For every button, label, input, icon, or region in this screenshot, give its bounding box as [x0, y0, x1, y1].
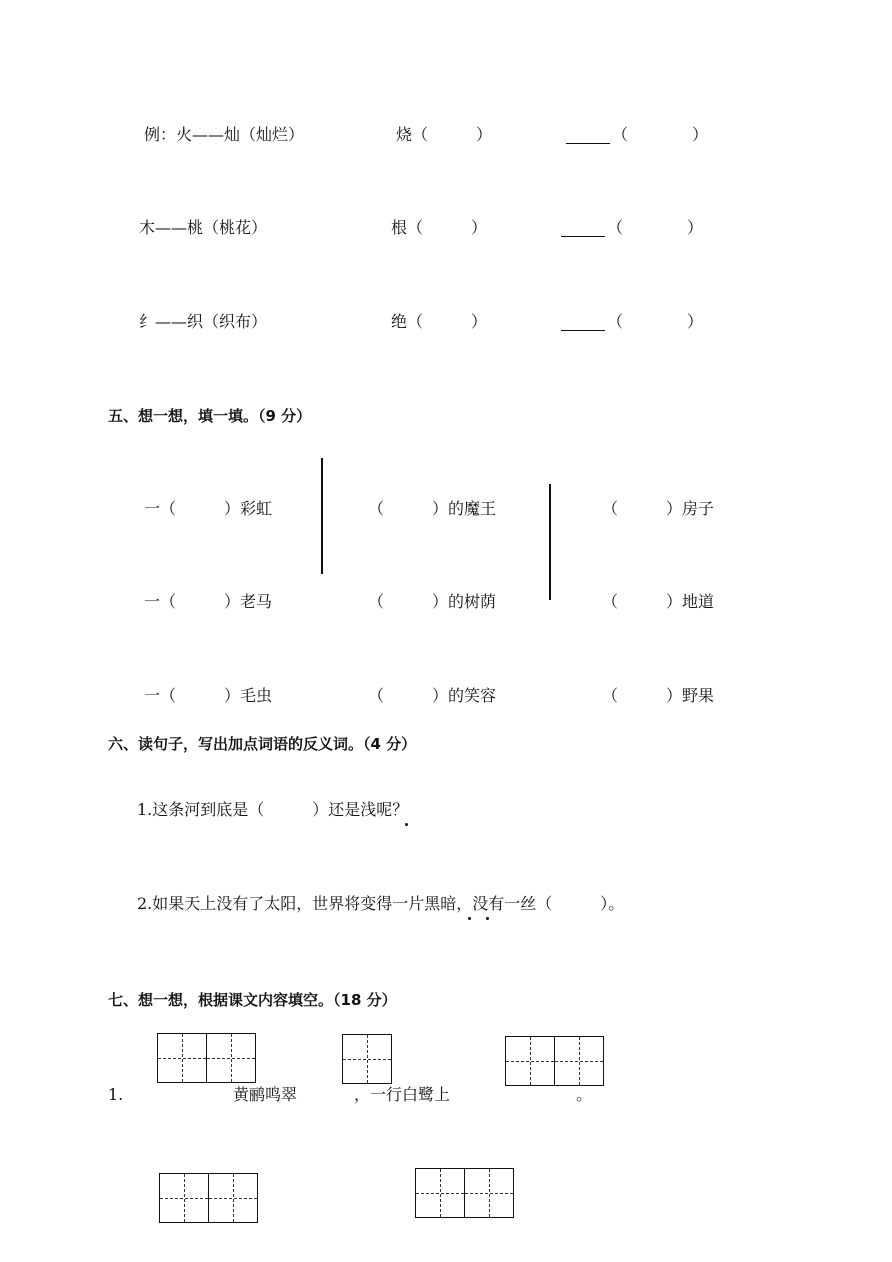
fill-item-3-1: 一（ ）毛虫 — [144, 686, 273, 705]
emphasis-dot — [468, 917, 471, 920]
fill-item-1-3: （ ）房子 — [602, 499, 715, 518]
section6-heading: 六、读句子，写出加点词语的反义词。（4 分） — [108, 735, 417, 753]
example-row-1: 例：火——灿（灿烂） — [144, 125, 305, 144]
answer-blank-2[interactable] — [561, 236, 605, 237]
paren-row-1: （ ） — [612, 125, 709, 144]
paren-row-3: （ ） — [607, 312, 704, 331]
writing-grid-4[interactable] — [159, 1173, 258, 1223]
poem-part-2: ，一行白鹭上 — [354, 1085, 451, 1104]
section7-heading: 七、想一想，根据课文内容填空。（18 分） — [108, 991, 397, 1009]
grid-cell[interactable] — [342, 1034, 392, 1084]
sentence-1: 1.这条河到底是（ ）还是浅呢？ — [137, 800, 409, 819]
fill-item-3-3: （ ）野果 — [602, 686, 715, 705]
grid-cell[interactable] — [505, 1036, 555, 1086]
fill-item-1-2: （ ）的魔王 — [368, 499, 497, 518]
fill-item-2-2: （ ）的树荫 — [368, 592, 497, 611]
grid-cell[interactable] — [159, 1173, 209, 1223]
grid-cell[interactable] — [206, 1033, 256, 1083]
grid-cell[interactable] — [415, 1168, 465, 1218]
section5-heading: 五、想一想，填一填。（9 分） — [108, 407, 312, 425]
fill-item-2-3: （ ）地道 — [602, 592, 715, 611]
fill-item-3-2: （ ）的笑容 — [368, 686, 497, 705]
grid-cell[interactable] — [208, 1173, 258, 1223]
grid-cell[interactable] — [157, 1033, 207, 1083]
poem-end: 。 — [576, 1085, 593, 1104]
answer-blank-3[interactable] — [561, 330, 605, 331]
example-row-2: 木——桃（桃花） — [139, 218, 268, 237]
grid-cell[interactable] — [554, 1036, 604, 1086]
word-row-1: 烧（ ） — [396, 125, 493, 144]
question-number: 1. — [108, 1085, 124, 1104]
column-divider-2 — [549, 484, 551, 600]
writing-grid-3[interactable] — [505, 1036, 604, 1086]
emphasis-dot — [405, 823, 408, 826]
grid-cell[interactable] — [464, 1168, 514, 1218]
example-row-3: 纟——织（织布） — [139, 312, 268, 331]
fill-item-2-1: 一（ ）老马 — [144, 592, 273, 611]
writing-grid-2[interactable] — [342, 1034, 392, 1084]
writing-grid-1[interactable] — [157, 1033, 256, 1083]
paren-row-2: （ ） — [607, 218, 704, 237]
word-row-2: 根（ ） — [391, 218, 488, 237]
answer-blank-1[interactable] — [566, 143, 610, 144]
word-row-3: 绝（ ） — [391, 312, 488, 331]
poem-part-1: 黄鹂鸣翠 — [233, 1085, 298, 1104]
sentence-2: 2.如果天上没有了太阳，世界将变得一片黑暗，没有一丝（ ）。 — [137, 894, 625, 913]
column-divider-1 — [321, 458, 323, 574]
emphasis-dot — [486, 917, 489, 920]
writing-grid-5[interactable] — [415, 1168, 514, 1218]
fill-item-1-1: 一（ ）彩虹 — [144, 499, 273, 518]
